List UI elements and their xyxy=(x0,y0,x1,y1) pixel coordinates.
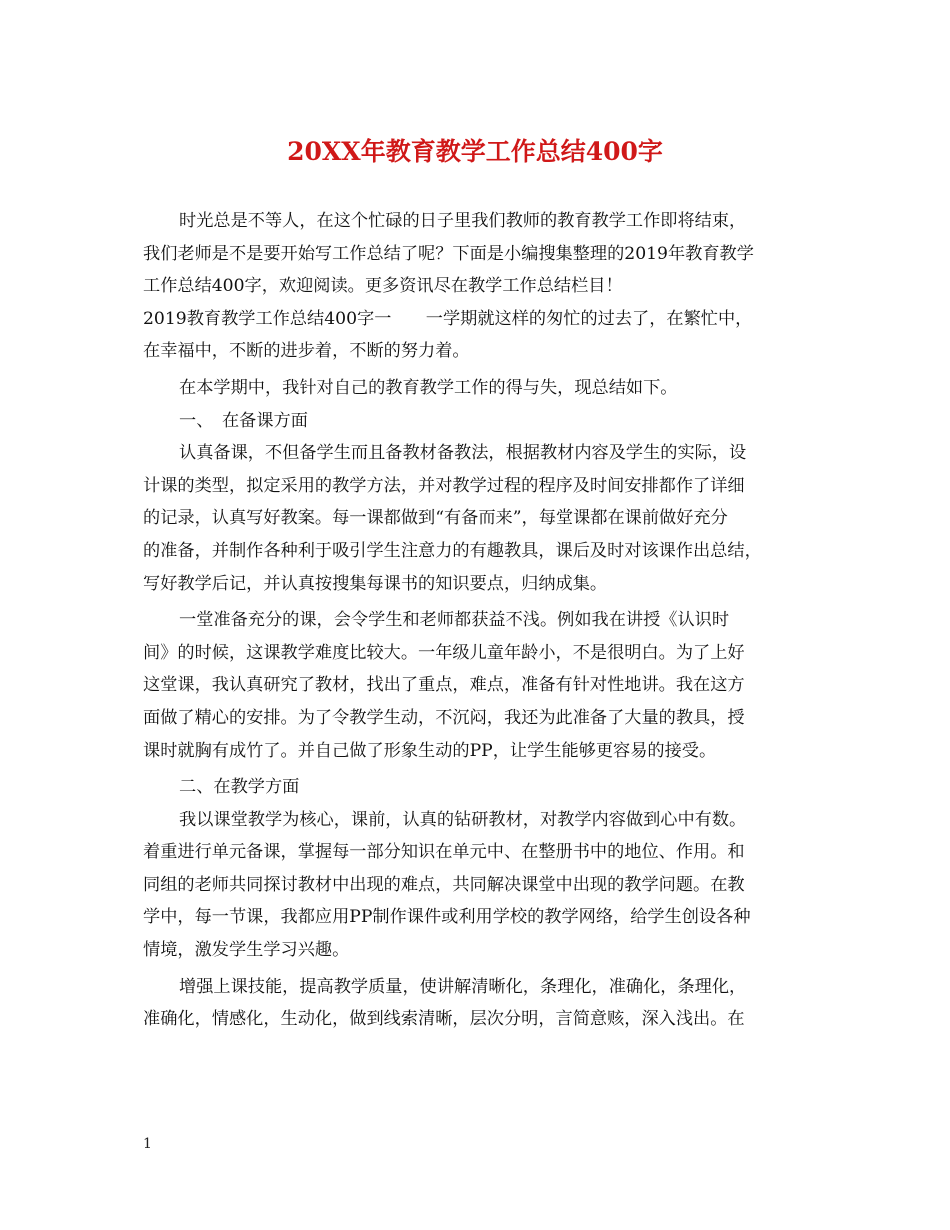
body-line: 我以课堂教学为核心，课前，认真的钻研教材，对教学内容做到心中有数。 xyxy=(179,809,747,830)
body-line: 同组的老师共同探讨教材中出现的难点，共同解决课堂中出现的教学问题。在教 xyxy=(143,874,745,895)
section-heading: 二、在教学方面 xyxy=(179,777,300,798)
document-title: 20XX年教育教学工作总结400字 xyxy=(287,137,663,166)
body-line: 间》的时候，这课教学难度比较大。一年级儿童年龄小，不是很明白。为了上好 xyxy=(143,642,745,663)
body-line: 情境，激发学生学习兴趣。 xyxy=(143,940,350,961)
body-line: 计课的类型，拟定采用的教学方法，并对教学过程的程序及时间安排都作了详细 xyxy=(143,475,745,496)
body-line: 在本学期中，我针对自己的教育教学工作的得与失，现总结如下。 xyxy=(179,377,678,398)
body-line: 增强上课技能，提高教学质量，使讲解清晰化，条理化，准确化，条理化， xyxy=(179,976,747,997)
body-line: 时光总是不等人，在这个忙碌的日子里我们教师的教育教学工作即将结束， xyxy=(179,211,747,231)
document-body xyxy=(143,205,808,1036)
section-heading: 一、 在备课方面 xyxy=(179,410,308,431)
body-line: 在幸福中，不断的进步着，不断的努力着。 xyxy=(143,341,470,362)
body-line: 的记录，认真写好教案。每一课都做到“有备而来”，每堂课都在课前做好充分 xyxy=(143,508,728,529)
body-line: 准确化，情感化，生动化，做到线索清晰，层次分明，言简意赅，深入浅出。在 xyxy=(143,1009,745,1030)
body-line: 写好教学后记，并认真按搜集每课书的知识要点，归纳成集。 xyxy=(143,573,608,594)
page-number: 1 xyxy=(143,1136,152,1152)
body-line: 工作总结400字，欢迎阅读。更多资讯尽在教学工作总结栏目！ xyxy=(143,276,623,297)
body-line: 面做了精心的安排。为了令教学生动，不沉闷，我还为此准备了大量的教具，授 xyxy=(143,707,745,728)
body-line: 的准备，并制作各种利于吸引学生注意力的有趣教具，课后及时对该课作出总结， xyxy=(143,540,762,561)
body-line: 学中，每一节课，我都应用PP制作课件或利用学校的教学网络，给学生创设各种 xyxy=(143,907,751,928)
body-line: 认真备课，不但备学生而且备教材备教法，根据教材内容及学生的实际，设 xyxy=(179,443,747,464)
body-line: 一堂准备充分的课，会令学生和老师都获益不浅。例如我在讲授《认识时 xyxy=(179,610,730,631)
body-line: 课时就胸有成竹了。并自己做了形象生动的PP，让学生能够更容易的接受。 xyxy=(143,740,717,761)
body-line: 这堂课，我认真研究了教材，找出了重点，难点，准备有针对性地讲。我在这方 xyxy=(143,675,745,696)
body-line: 2019教育教学工作总结400字一 一学期就这样的匆忙的过去了，在繁忙中， xyxy=(143,308,753,329)
body-line: 着重进行单元备课，掌握每一部分知识在单元中、在整册书中的地位、作用。和 xyxy=(143,842,745,863)
body-line: 我们老师是不是要开始写工作总结了呢？下面是小编搜集整理的2019年教育教学 xyxy=(143,243,754,264)
